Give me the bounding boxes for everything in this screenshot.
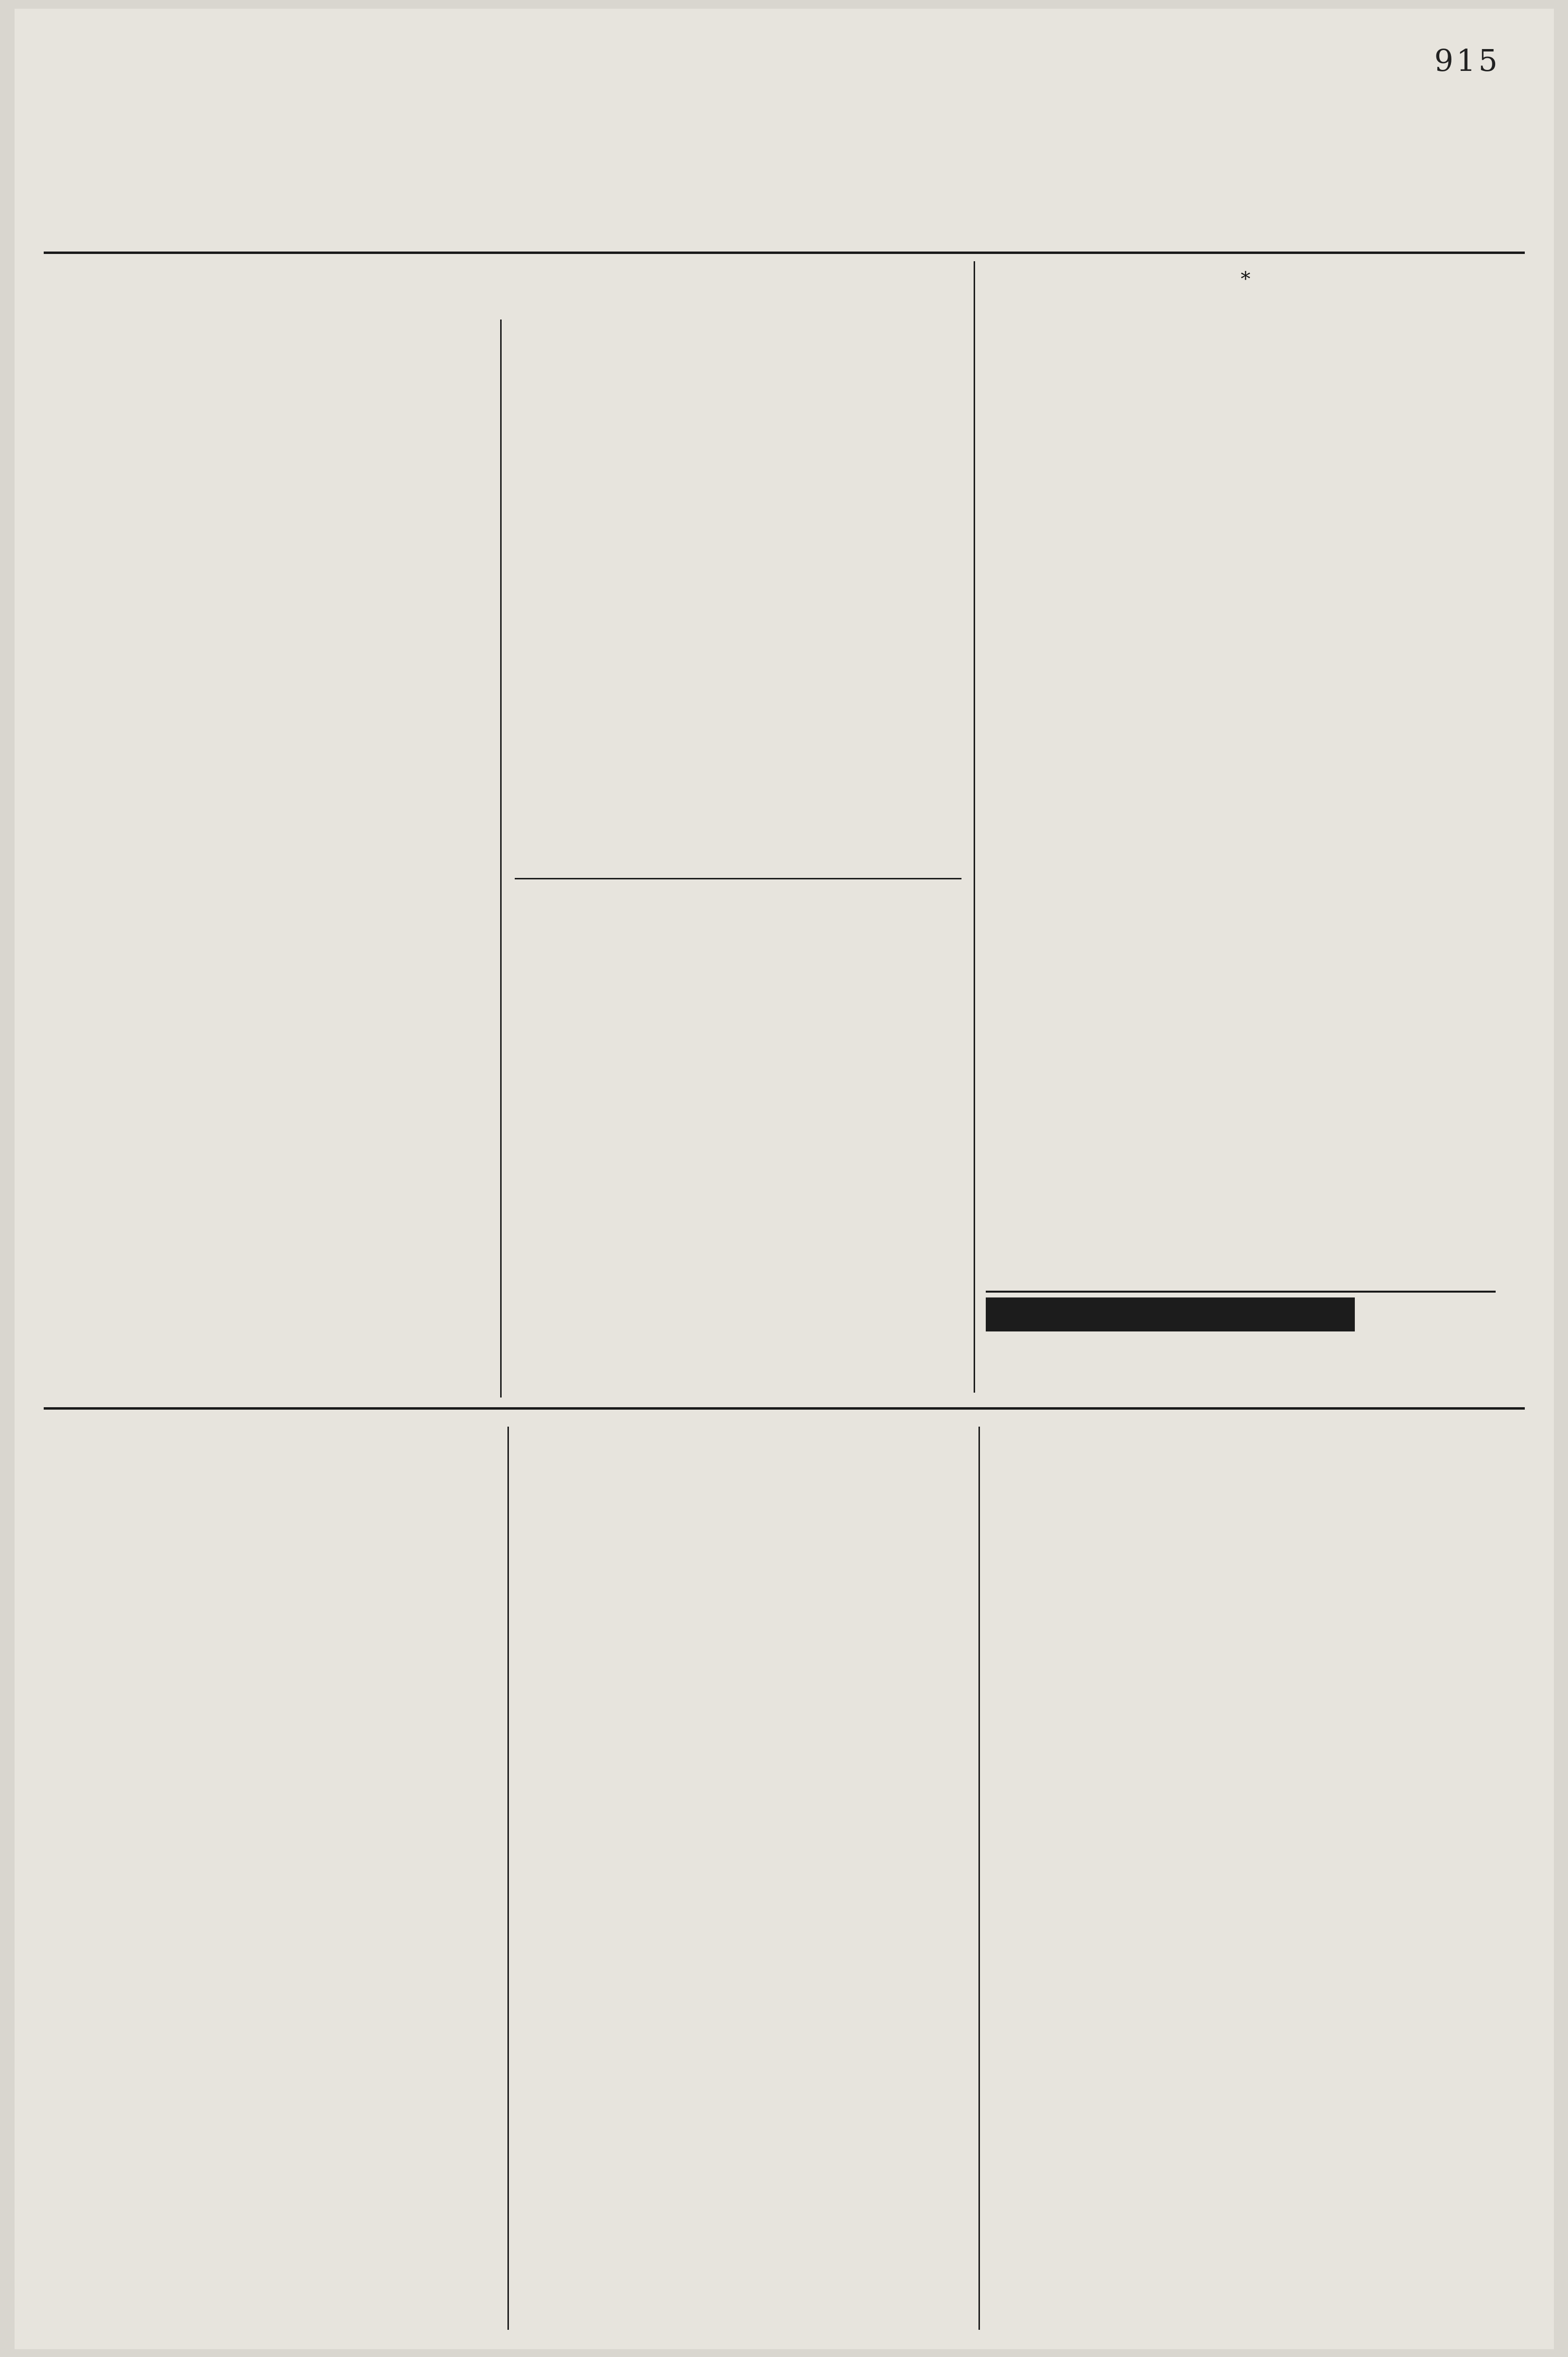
novel-column-2 xyxy=(517,1427,969,2330)
column-divider-3 xyxy=(507,1427,509,2330)
column-divider-4 xyxy=(978,1427,980,2330)
advertisement-headline xyxy=(986,1297,1355,1331)
novel-column-3 xyxy=(988,1427,1508,2330)
article-beauty-column xyxy=(510,883,966,1393)
masthead-rule xyxy=(44,252,1525,254)
lower-section-rule xyxy=(44,1407,1525,1410)
article-fuel-column-2 xyxy=(510,324,966,859)
novel-column-1 xyxy=(49,1422,500,2335)
advertisement xyxy=(986,1291,1496,1390)
section-asterisk: * xyxy=(1241,268,1250,290)
article-right-column xyxy=(983,256,1508,1276)
article-separator-rule xyxy=(515,878,961,879)
column-divider-2 xyxy=(974,261,975,1393)
article-fuel-column-1 xyxy=(49,261,490,1393)
column-divider-1 xyxy=(500,320,502,1397)
page-number: 915 xyxy=(1434,43,1501,78)
newspaper-page xyxy=(15,9,1554,2349)
